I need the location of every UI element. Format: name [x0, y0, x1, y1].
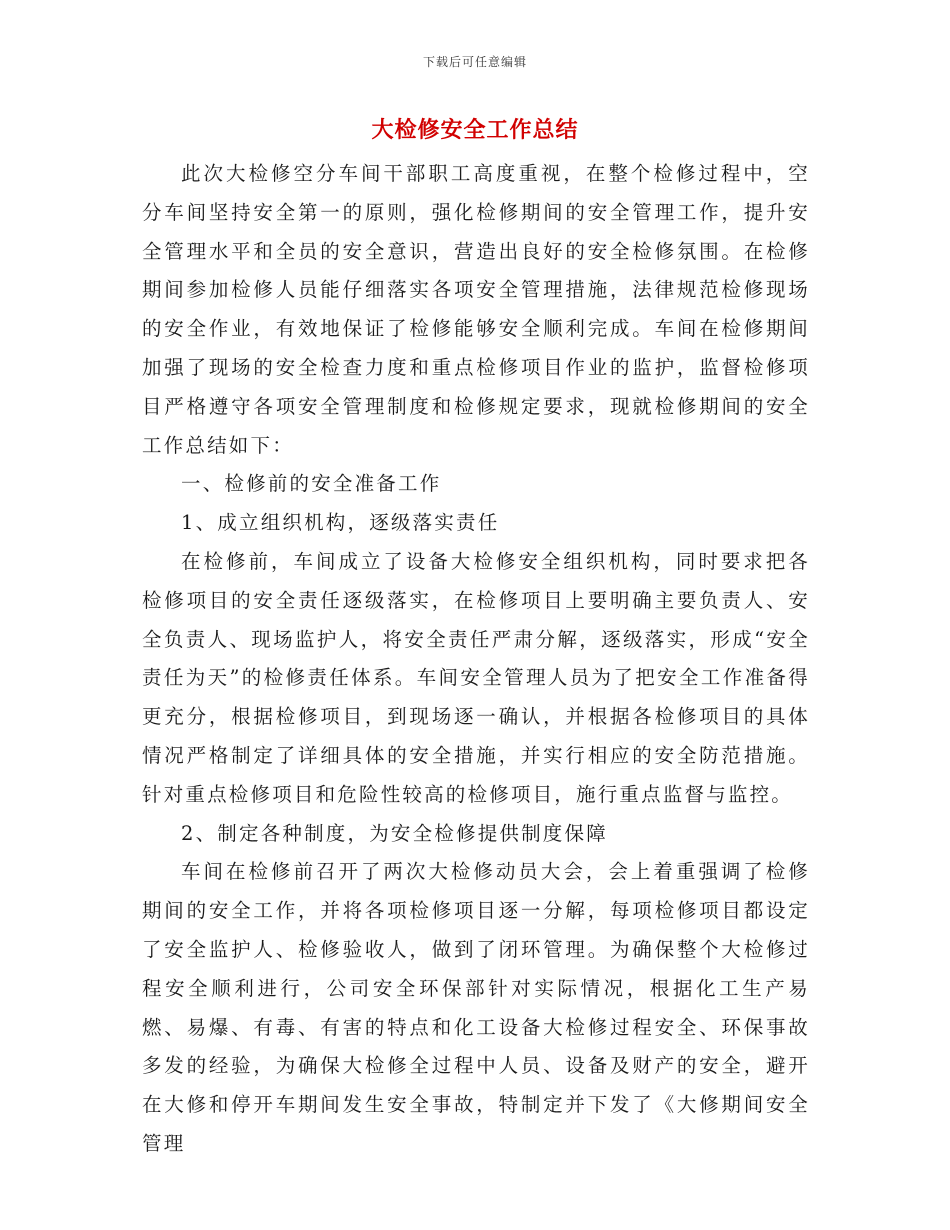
subsection-heading-2: 2、制定各种制度，为安全检修提供制度保障	[181, 821, 608, 845]
section-heading-1: 一、检修前的安全准备工作	[181, 472, 442, 496]
subsection-heading-1: 1、成立组织机构，逐级落实责任	[181, 511, 500, 535]
document-body	[142, 155, 810, 1164]
document-title: 大检修安全工作总结	[371, 117, 579, 143]
paragraph-regulations: 车间在检修前召开了两次大检修动员大会，会上着重强调了检修期间的安全工作，并将各项检修项目逐一分解，每项检修项目都设定了安全监护人、检修验收人，做到了闭环管理。为确保整个大检修过程安全顺利进行，公司安全环保部针对实际情况，根据化工生产易燃、易爆、有毒、有害的特点和化工设备大检修过程安全、环保事故多发的经验，为确保大检修全过程中人员、设备及财产的安全，避开在大修和停开车期间发生安全事故，特制定并下发了《大修期间安全管理	[142, 860, 810, 1155]
header-note: 下载后可任意编辑	[422, 55, 527, 69]
paragraph-intro: 此次大检修空分车间干部职工高度重视，在整个检修过程中，空分车间坚持安全第一的原则，强化检修期间的安全管理工作，提升安全管理水平和全员的安全意识，营造出良好的安全检修氛围。在检修期间参加检修人员能仔细落实各项安全管理措施，法律规范检修现场的安全作业，有效地保证了检修能够安全顺利完成。车间在检修期间加强了现场的安全检查力度和重点检修项目作业的监护，监督检修项目严格遵守各项安全管理制度和检修规定要求，现就检修期间的安全工作总结如下：	[142, 162, 810, 457]
paragraph-organization: 在检修前，车间成立了设备大检修安全组织机构，同时要求把各检修项目的安全责任逐级落实，在检修项目上要明确主要负责人、安全负责人、现场监护人，将安全责任严肃分解，逐级落实，形成“安全责任为天”的检修责任体系。车间安全管理人员为了把安全工作准备得更充分，根据检修项目，到现场逐一确认，并根据各检修项目的具体情况严格制定了详细具体的安全措施，并实行相应的安全防范措施。针对重点检修项目和危险性较高的检修项目，施行重点监督与监控。	[142, 549, 810, 806]
